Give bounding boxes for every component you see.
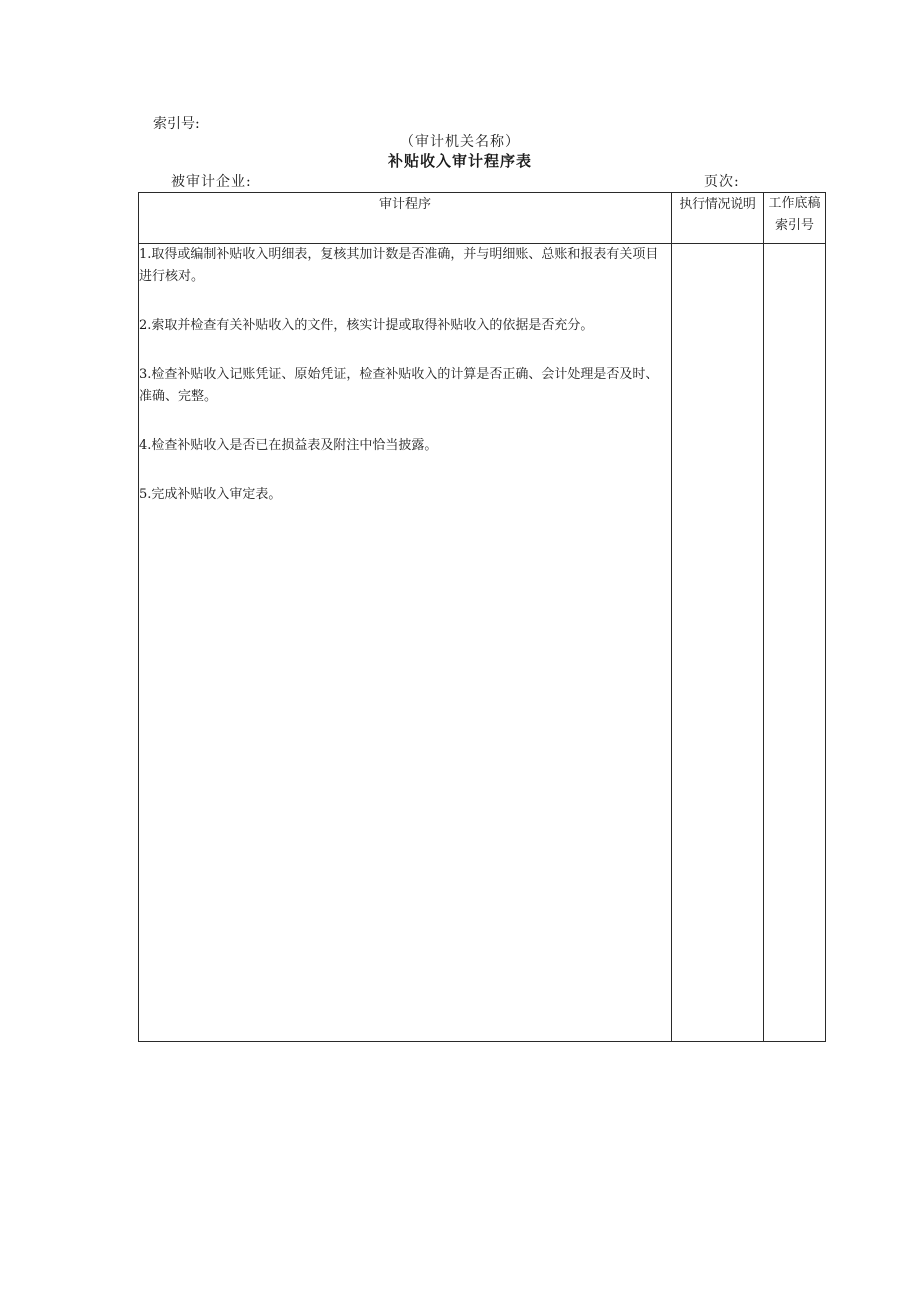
column-header-procedure: 审计程序 [139,193,672,244]
execution-status-cell[interactable] [672,244,764,1042]
auditee-label: 被审计企业: [171,174,252,190]
workpaper-index-line-1: 工作底稿 [768,196,821,211]
procedure-step-4: 4.检查补贴收入是否已在损益表及附注中恰当披露。 [139,438,438,453]
workpaper-index-line-2: 索引号 [774,218,814,233]
page-number-label: 页次: [704,174,740,190]
column-header-execution-status: 执行情况说明 [672,193,764,244]
audit-agency-name: （审计机关名称） [400,134,520,150]
table-body-row [139,244,826,1042]
procedure-steps-cell [139,244,672,1042]
column-header-workpaper-index [764,193,826,244]
procedure-step-3: 3.检查补贴收入记账凭证、原始凭证，检查补贴收入的计算是否正确、会计处理是否及时、准确、完整。 [139,367,659,404]
audit-program-table [138,192,826,1042]
procedure-step-2: 2.索取并检查有关补贴收入的文件，核实计提或取得补贴收入的依据是否充分。 [139,318,594,333]
table-header-row [139,193,826,244]
workpaper-index-cell[interactable] [764,244,826,1042]
form-title: 补贴收入审计程序表 [387,152,532,170]
procedure-step-1: 1.取得或编制补贴收入明细表，复核其加计数是否准确，并与明细账、总账和报表有关项目进行核对。 [139,247,659,284]
procedure-step-5: 5.完成补贴收入审定表。 [139,487,282,502]
index-number-label: 索引号: [153,116,200,132]
